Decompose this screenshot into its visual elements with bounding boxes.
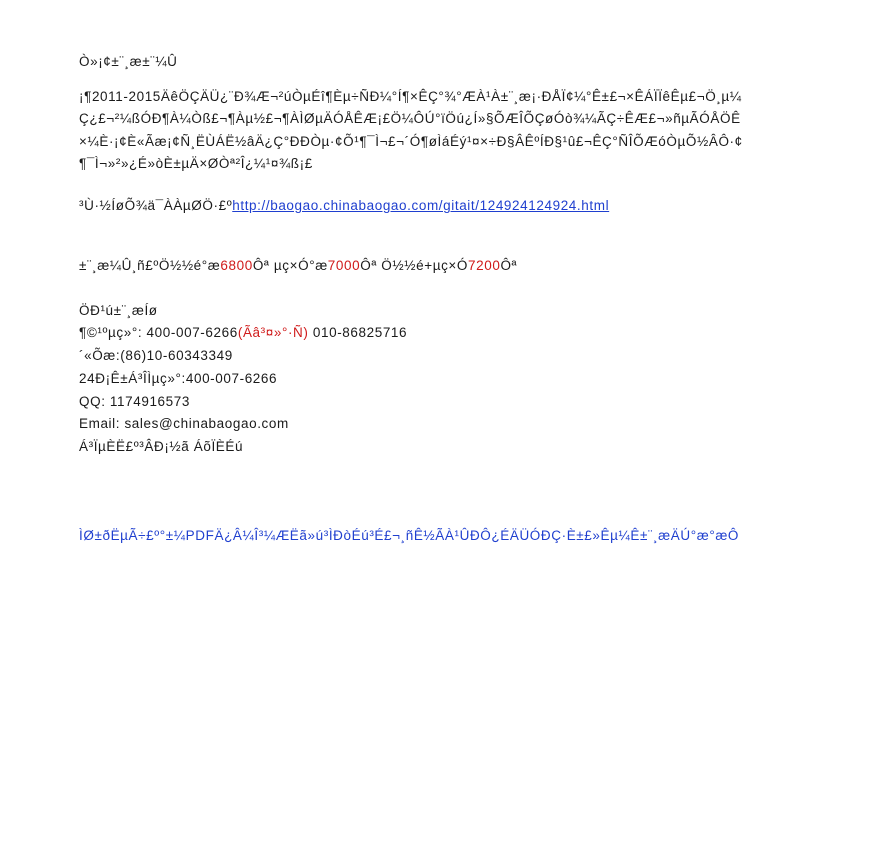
price-paper: 6800 [220,258,253,273]
email-line: Email: sales@chinabaogao.com [79,416,289,431]
price-mid-2: Ôª Ö½½é+µç×Ó [360,258,469,273]
contact-title: ÖÐ¹ú±¨¸æÍø [79,303,158,318]
qq-line: QQ: 1174916573 [79,394,190,409]
footer-note: ÌØ±ðËµÃ÷£º°±¼PDFÄ¿Â¼Î³¼ÆËã»ú³ÌÐòÉú³É£¬¸ñÊ½ÃÀ¹ÛÐÔ¿ÉÄÜÓÐÇ·È±£»Êµ¼Ê±¨¸æÄÚ°æ°æÔ [79,528,740,543]
intro-line-1: ¡¶2011-2015ÄêÖÇÄÜ¿¨Ð¾Æ¬²úÒµÉî¶Èµ÷ÑÐ¼°Í¶×ÊÇ°¾°ÆÀ¹À±¨¸æ¡·ÐÅÏ¢¼°Ê±£¬×ÊÁÏÏêÊµ£¬Ö¸µ¼ [79,89,742,104]
phone-label: ¶©¹ºµç»°: 400-007-6266 [79,325,238,340]
phone-note: (Ãâ³¤»°·Ñ) [237,325,309,340]
intro-line-2: Ç¿£¬²¼ßÓÐ¶À¼Òß£¬¶Àµ½£¬¶ÀÌØµÄÓÅÊÆ¡£Ö¼ÔÚ°ïÖú¿Í»§ÕÆÎÕÇøÓò¾¼ÃÇ÷ÊÆ£¬»ñµÃÓÅÖÊ [79,111,741,126]
intro-line-3: ×¼È·¡¢È«Ãæ¡¢Ñ¸ËÙÁË½âÄ¿Ç°ÐÐÒµ·¢Õ¹¶¯Ì¬£¬´Ó¶øÌáÉý¹¤×÷Ð§ÂÊºÍÐ§¹û£¬ÊÇ°ÑÎÕÆóÒµÕ½ÂÔ·¢ [79,134,743,149]
section-heading: Ò»¡¢±¨¸æ±¨¼Û [79,54,178,69]
phone-alt: 010-86825716 [308,325,408,340]
intro-line-4: ¶¯Ì¬»²»¿É»òÈ±µÄ×ØÒª²Î¿¼¹¤¾ß¡£ [79,156,313,171]
price-suffix: Ôª [500,258,518,273]
url-row [79,197,609,215]
report-url-link[interactable]: http://baogao.chinabaogao.com/gitait/124924124924.html [232,198,610,213]
price-mid-1: Ôª µç×Ó°æ [252,258,328,273]
contact-person-line: Á³ÏµÈË£º³ÂÐ¡½ã ÁõÏÈÉú [79,439,244,454]
hotline-line: 24Ð¡Ê±Á³ÎÌµç»°:400-007-6266 [79,371,278,386]
price-electronic: 7000 [327,258,361,273]
price-prefix: ±¨¸æ¼Û¸ñ£ºÖ½½é°æ [79,258,221,273]
fax-line: ´«Õæ:(86)10-60343349 [79,348,233,363]
url-label: ³Ù·½ÍøÕ¾ä¯ÀÀµØÖ·£º [79,198,233,213]
price-row [79,257,517,275]
phone-row [79,324,407,342]
price-bundle: 7200 [468,258,501,273]
